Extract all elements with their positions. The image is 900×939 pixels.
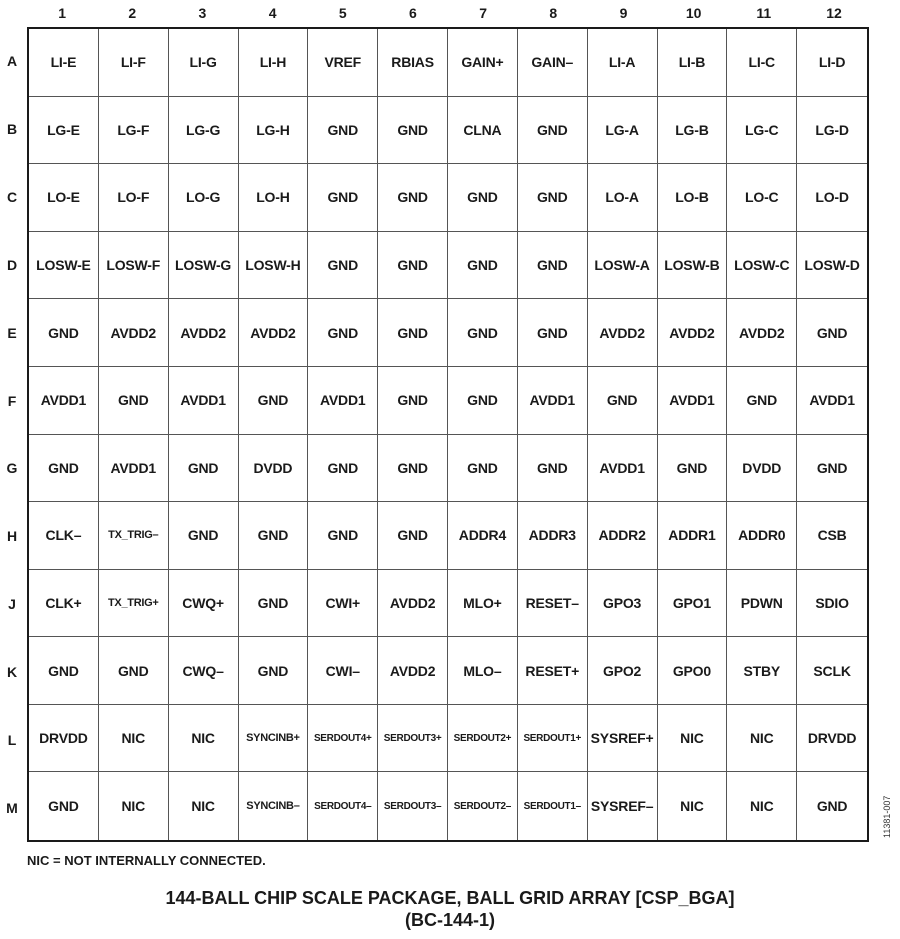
column-header: 1 xyxy=(58,5,66,21)
pin-cell: GND xyxy=(239,570,309,638)
pin-cell: GND xyxy=(448,164,518,232)
column-header: 6 xyxy=(409,5,417,21)
pin-cell: GND xyxy=(378,367,448,435)
pin-cell: NIC xyxy=(727,705,797,773)
pin-cell: GND xyxy=(797,299,867,367)
column-header: 9 xyxy=(619,5,628,21)
pin-cell: GND xyxy=(448,435,518,503)
pin-cell: LOSW-C xyxy=(727,232,797,300)
pin-cell: AVDD2 xyxy=(658,299,728,367)
pin-cell: GND xyxy=(518,232,588,300)
pin-cell: SERDOUT1+ xyxy=(518,705,588,773)
pin-cell: AVDD1 xyxy=(588,435,658,503)
pin-cell: CWQ– xyxy=(169,637,239,705)
pin-cell: AVDD2 xyxy=(378,570,448,638)
pin-cell: LOSW-D xyxy=(797,232,867,300)
pin-cell: GAIN+ xyxy=(448,29,518,97)
row-header: G xyxy=(6,460,18,477)
pin-cell: LI-C xyxy=(727,29,797,97)
pin-cell: GAIN– xyxy=(518,29,588,97)
footnote: NIC = NOT INTERNALLY CONNECTED. xyxy=(27,853,266,868)
pin-cell: GND xyxy=(308,435,378,503)
pin-cell: GND xyxy=(239,637,309,705)
pin-cell: GND xyxy=(308,232,378,300)
pin-cell: AVDD1 xyxy=(797,367,867,435)
pin-cell: ADDR2 xyxy=(588,502,658,570)
pin-cell: LO-C xyxy=(727,164,797,232)
pin-cell: GPO3 xyxy=(588,570,658,638)
pin-cell: GND xyxy=(378,299,448,367)
pin-cell: GND xyxy=(816,798,848,815)
pin-cell: GND xyxy=(99,367,169,435)
column-headers xyxy=(27,4,869,22)
pin-cell: GND xyxy=(29,435,99,503)
pin-cell: LG-F xyxy=(99,97,169,165)
pin-cell: LG-A xyxy=(588,97,658,165)
pin-cell: RESET+ xyxy=(518,637,588,705)
pin-cell: LG-E xyxy=(29,97,99,165)
pin-cell: ADDR3 xyxy=(518,502,588,570)
pin-cell: LI-A xyxy=(588,29,658,97)
column-header: 11 xyxy=(756,5,772,21)
pin-cell: SCLK xyxy=(797,637,867,705)
row-header: K xyxy=(6,664,18,681)
pin-cell: GND xyxy=(448,232,518,300)
pin-cell: LO-F xyxy=(99,164,169,232)
pin-cell: NIC xyxy=(169,772,239,840)
title-line-2: (BC-144-1) xyxy=(404,910,496,930)
pin-cell: GND xyxy=(308,299,378,367)
pin-cell: NIC xyxy=(99,705,169,773)
row-header: H xyxy=(6,528,18,545)
pin-cell: CLNA xyxy=(448,97,518,165)
pin-cell: SYNCINB– xyxy=(239,772,309,840)
column-header: 5 xyxy=(338,5,347,21)
pin-cell: GND xyxy=(378,502,448,570)
pin-cell: SYSREF+ xyxy=(588,705,658,773)
pin-cell: SERDOUT2+ xyxy=(448,705,518,773)
pin-cell: LO-D xyxy=(797,164,867,232)
pin-cell: GND xyxy=(727,367,797,435)
row-header: E xyxy=(7,324,17,341)
pin-cell: MLO– xyxy=(448,637,518,705)
column-header: 8 xyxy=(549,5,558,21)
pin-cell: LOSW-A xyxy=(588,232,658,300)
pin-cell: SERDOUT4– xyxy=(308,772,378,840)
pin-cell: GPO0 xyxy=(658,637,728,705)
column-header: 3 xyxy=(198,5,207,21)
pin-cell: LOSW-B xyxy=(658,232,728,300)
column-header: 7 xyxy=(479,5,488,21)
pin-cell: LI-D xyxy=(797,29,867,97)
pin-cell: MLO+ xyxy=(448,570,518,638)
pin-cell: AVDD2 xyxy=(588,299,658,367)
pin-cell: TX_TRIG– xyxy=(99,502,169,570)
pin-cell: DRVDD xyxy=(29,705,99,773)
pin-cell: SERDOUT2– xyxy=(448,772,518,840)
column-header: 2 xyxy=(128,5,137,21)
pin-cell: GND xyxy=(518,299,588,367)
row-header: C xyxy=(6,188,18,205)
pin-cell: SERDOUT1– xyxy=(518,772,588,840)
pin-cell: LO-G xyxy=(169,164,239,232)
pin-cell: GND xyxy=(518,435,588,503)
pin-cell: ADDR4 xyxy=(448,502,518,570)
pin-cell: SERDOUT3– xyxy=(378,772,448,840)
pin-cell: AVDD1 xyxy=(169,367,239,435)
pin-cell: NIC xyxy=(169,705,239,773)
pin-cell: ADDR0 xyxy=(727,502,797,570)
pin-cell: AVDD2 xyxy=(239,299,309,367)
pin-cell: GND xyxy=(29,299,99,367)
pin-cell: LO-E xyxy=(29,164,99,232)
pin-cell: LOSW-E xyxy=(29,232,99,300)
pin-cell: LI-B xyxy=(658,29,728,97)
pin-cell: DRVDD xyxy=(797,705,867,773)
pin-cell: AVDD2 xyxy=(378,637,448,705)
pin-cell: NIC xyxy=(658,772,728,840)
pin-cell: GND xyxy=(378,97,448,165)
pin-cell: GND xyxy=(378,164,448,232)
pin-cell: LO-B xyxy=(658,164,728,232)
pin-cell: GND xyxy=(29,772,99,840)
pin-cell: DVDD xyxy=(727,435,797,503)
pin-cell: LI-G xyxy=(169,29,239,97)
pin-cell: LI-E xyxy=(29,29,99,97)
pin-cell: SERDOUT4+ xyxy=(308,705,378,773)
pin-cell: GND xyxy=(797,435,867,503)
pin-cell: LO-H xyxy=(239,164,309,232)
pin-cell: AVDD2 xyxy=(727,299,797,367)
pin-cell: AVDD2 xyxy=(99,299,169,367)
pin-cell: GND xyxy=(378,435,448,503)
column-header: 12 xyxy=(826,5,842,21)
pin-cell: GND xyxy=(448,299,518,367)
pin-cell: GND xyxy=(378,232,448,300)
pin-cell: SYNCINB+ xyxy=(239,705,309,773)
pin-cell: AVDD1 xyxy=(29,367,99,435)
pin-cell: CWQ+ xyxy=(169,570,239,638)
pin-cell: NIC xyxy=(658,705,728,773)
pin-cell: GND xyxy=(308,97,378,165)
pin-cell: GND xyxy=(658,435,728,503)
pin-cell: RBIAS xyxy=(378,29,448,97)
pin-cell: GND xyxy=(239,367,309,435)
pin-cell: LI-F xyxy=(99,29,169,97)
row-header: A xyxy=(6,52,18,69)
pin-cell: AVDD2 xyxy=(169,299,239,367)
pin-cell: AVDD1 xyxy=(658,367,728,435)
pin-cell: GND xyxy=(99,637,169,705)
pin-cell: AVDD1 xyxy=(308,367,378,435)
row-header: J xyxy=(8,596,16,613)
pin-cell: NIC xyxy=(99,772,169,840)
pin-cell: ADDR1 xyxy=(658,502,728,570)
pin-cell: LG-G xyxy=(169,97,239,165)
pin-cell: GND xyxy=(308,502,378,570)
pin-cell: LI-H xyxy=(239,29,309,97)
pin-cell: PDWN xyxy=(727,570,797,638)
row-header: L xyxy=(7,732,17,749)
pin-cell: GND xyxy=(239,502,309,570)
pin-cell: LOSW-G xyxy=(169,232,239,300)
pin-grid xyxy=(27,27,869,842)
pin-cell: RESET– xyxy=(518,570,588,638)
pin-cell: GPO1 xyxy=(658,570,728,638)
pin-cell: LG-H xyxy=(239,97,309,165)
pin-cell: SDIO xyxy=(797,570,867,638)
pin-cell: GND xyxy=(169,502,239,570)
pin-cell: GND xyxy=(518,97,588,165)
pin-cell: SYSREF– xyxy=(588,772,658,840)
pin-cell: CLK+ xyxy=(29,570,99,638)
pin-cell: GND xyxy=(588,367,658,435)
diagram-title xyxy=(0,887,900,931)
row-header: B xyxy=(6,120,18,137)
pin-cell: LG-D xyxy=(797,97,867,165)
pin-cell: AVDD1 xyxy=(99,435,169,503)
pin-cell: LOSW-H xyxy=(239,232,309,300)
column-header: 10 xyxy=(685,5,702,21)
title-line-1: 144-BALL CHIP SCALE PACKAGE, BALL GRID ARRAY [CSP_BGA] xyxy=(165,888,735,908)
pin-cell: CWI+ xyxy=(308,570,378,638)
pin-cell: LOSW-F xyxy=(99,232,169,300)
pin-cell: GND xyxy=(448,367,518,435)
pin-cell: TX_TRIG+ xyxy=(99,570,169,638)
pin-cell: NIC xyxy=(727,772,797,840)
row-headers xyxy=(0,27,27,842)
pin-cell: GND xyxy=(308,164,378,232)
pin-cell: GND xyxy=(29,637,99,705)
row-header: D xyxy=(6,256,18,273)
pin-cell: DVDD xyxy=(239,435,309,503)
pin-cell: CWI– xyxy=(308,637,378,705)
column-header: 4 xyxy=(268,5,277,21)
pin-cell: SERDOUT3+ xyxy=(378,705,448,773)
pin-cell: GPO2 xyxy=(588,637,658,705)
pin-cell: STBY xyxy=(727,637,797,705)
pin-cell: GND xyxy=(518,164,588,232)
pin-cell: CLK– xyxy=(29,502,99,570)
pin-cell: LO-A xyxy=(588,164,658,232)
pin-cell: VREF xyxy=(308,29,378,97)
pin-cell: GND xyxy=(169,435,239,503)
pin-cell: LG-B xyxy=(658,97,728,165)
figure-id: 11381-007 xyxy=(882,795,892,838)
row-header: M xyxy=(6,800,18,817)
pin-cell: AVDD1 xyxy=(518,367,588,435)
row-header: F xyxy=(7,392,17,409)
pin-cell: CSB xyxy=(797,502,867,570)
pin-cell: LG-C xyxy=(727,97,797,165)
